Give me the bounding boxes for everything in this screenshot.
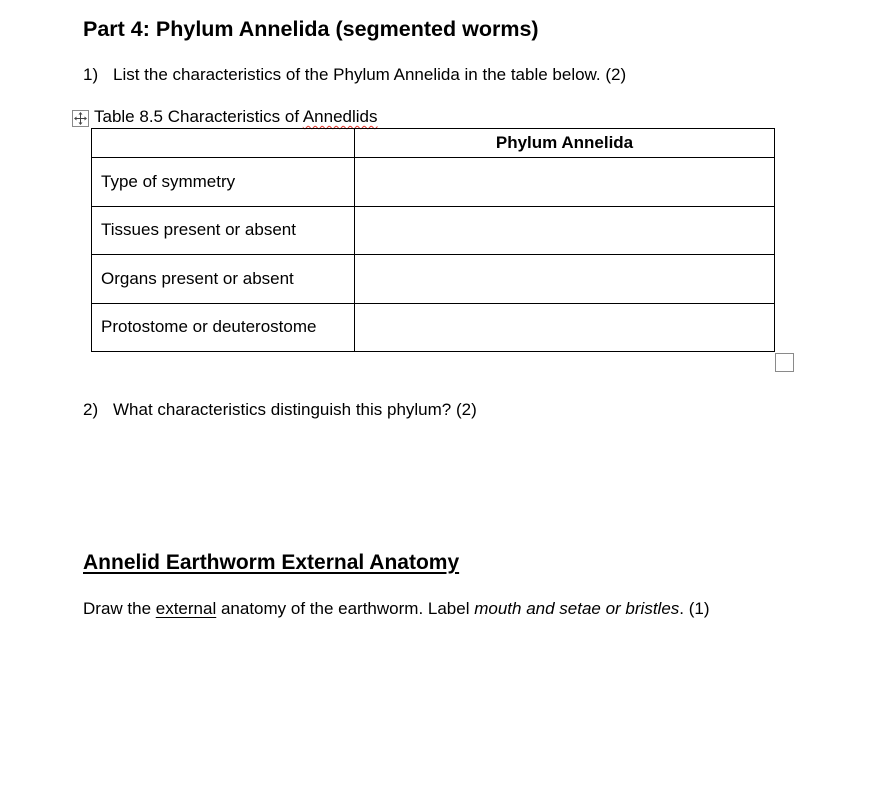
section-title: Annelid Earthworm External Anatomy (83, 551, 460, 574)
row-label[interactable]: Tissues present or absent (92, 206, 355, 255)
table-caption-misspelled-word[interactable]: Annedlids (302, 107, 378, 126)
drawing-instruction (83, 599, 710, 619)
question-2 (83, 400, 477, 420)
question-2-text: What characteristics distinguish this phylum? (2) (113, 400, 477, 419)
table-row (92, 255, 775, 304)
table-column-header[interactable]: Phylum Annelida (355, 129, 775, 158)
move-arrows-icon (73, 111, 88, 126)
instruction-part-3: . (1) (679, 599, 710, 618)
instruction-underlined-word: external (155, 599, 217, 618)
table-resize-handle[interactable] (775, 353, 794, 372)
table-row (92, 206, 775, 255)
table-caption-prefix: Table 8.5 Characteristics of (94, 107, 303, 126)
table-corner-cell[interactable] (92, 129, 355, 158)
row-answer-cell[interactable] (355, 206, 775, 255)
row-answer-cell[interactable] (355, 303, 775, 352)
question-2-number: 2) (83, 400, 99, 419)
table-move-handle[interactable] (72, 110, 89, 127)
table-row (92, 158, 775, 207)
table-header-row (92, 129, 775, 158)
table-caption (94, 107, 378, 127)
row-answer-cell[interactable] (355, 158, 775, 207)
question-1-number: 1) (83, 65, 99, 84)
row-label[interactable]: Organs present or absent (92, 255, 355, 304)
characteristics-table (91, 128, 775, 352)
row-answer-cell[interactable] (355, 255, 775, 304)
table-row (92, 303, 775, 352)
row-label[interactable]: Type of symmetry (92, 158, 355, 207)
question-1-text: List the characteristics of the Phylum Annelida in the table below. (2) (113, 65, 627, 84)
instruction-italic-labels: mouth and setae or bristles (474, 599, 680, 618)
instruction-part-2: anatomy of the earthworm. Label (216, 599, 475, 618)
row-label[interactable]: Protostome or deuterostome (92, 303, 355, 352)
instruction-part-1: Draw the (83, 599, 156, 618)
question-1 (83, 65, 626, 85)
page-heading: Part 4: Phylum Annelida (segmented worms) (83, 17, 539, 41)
